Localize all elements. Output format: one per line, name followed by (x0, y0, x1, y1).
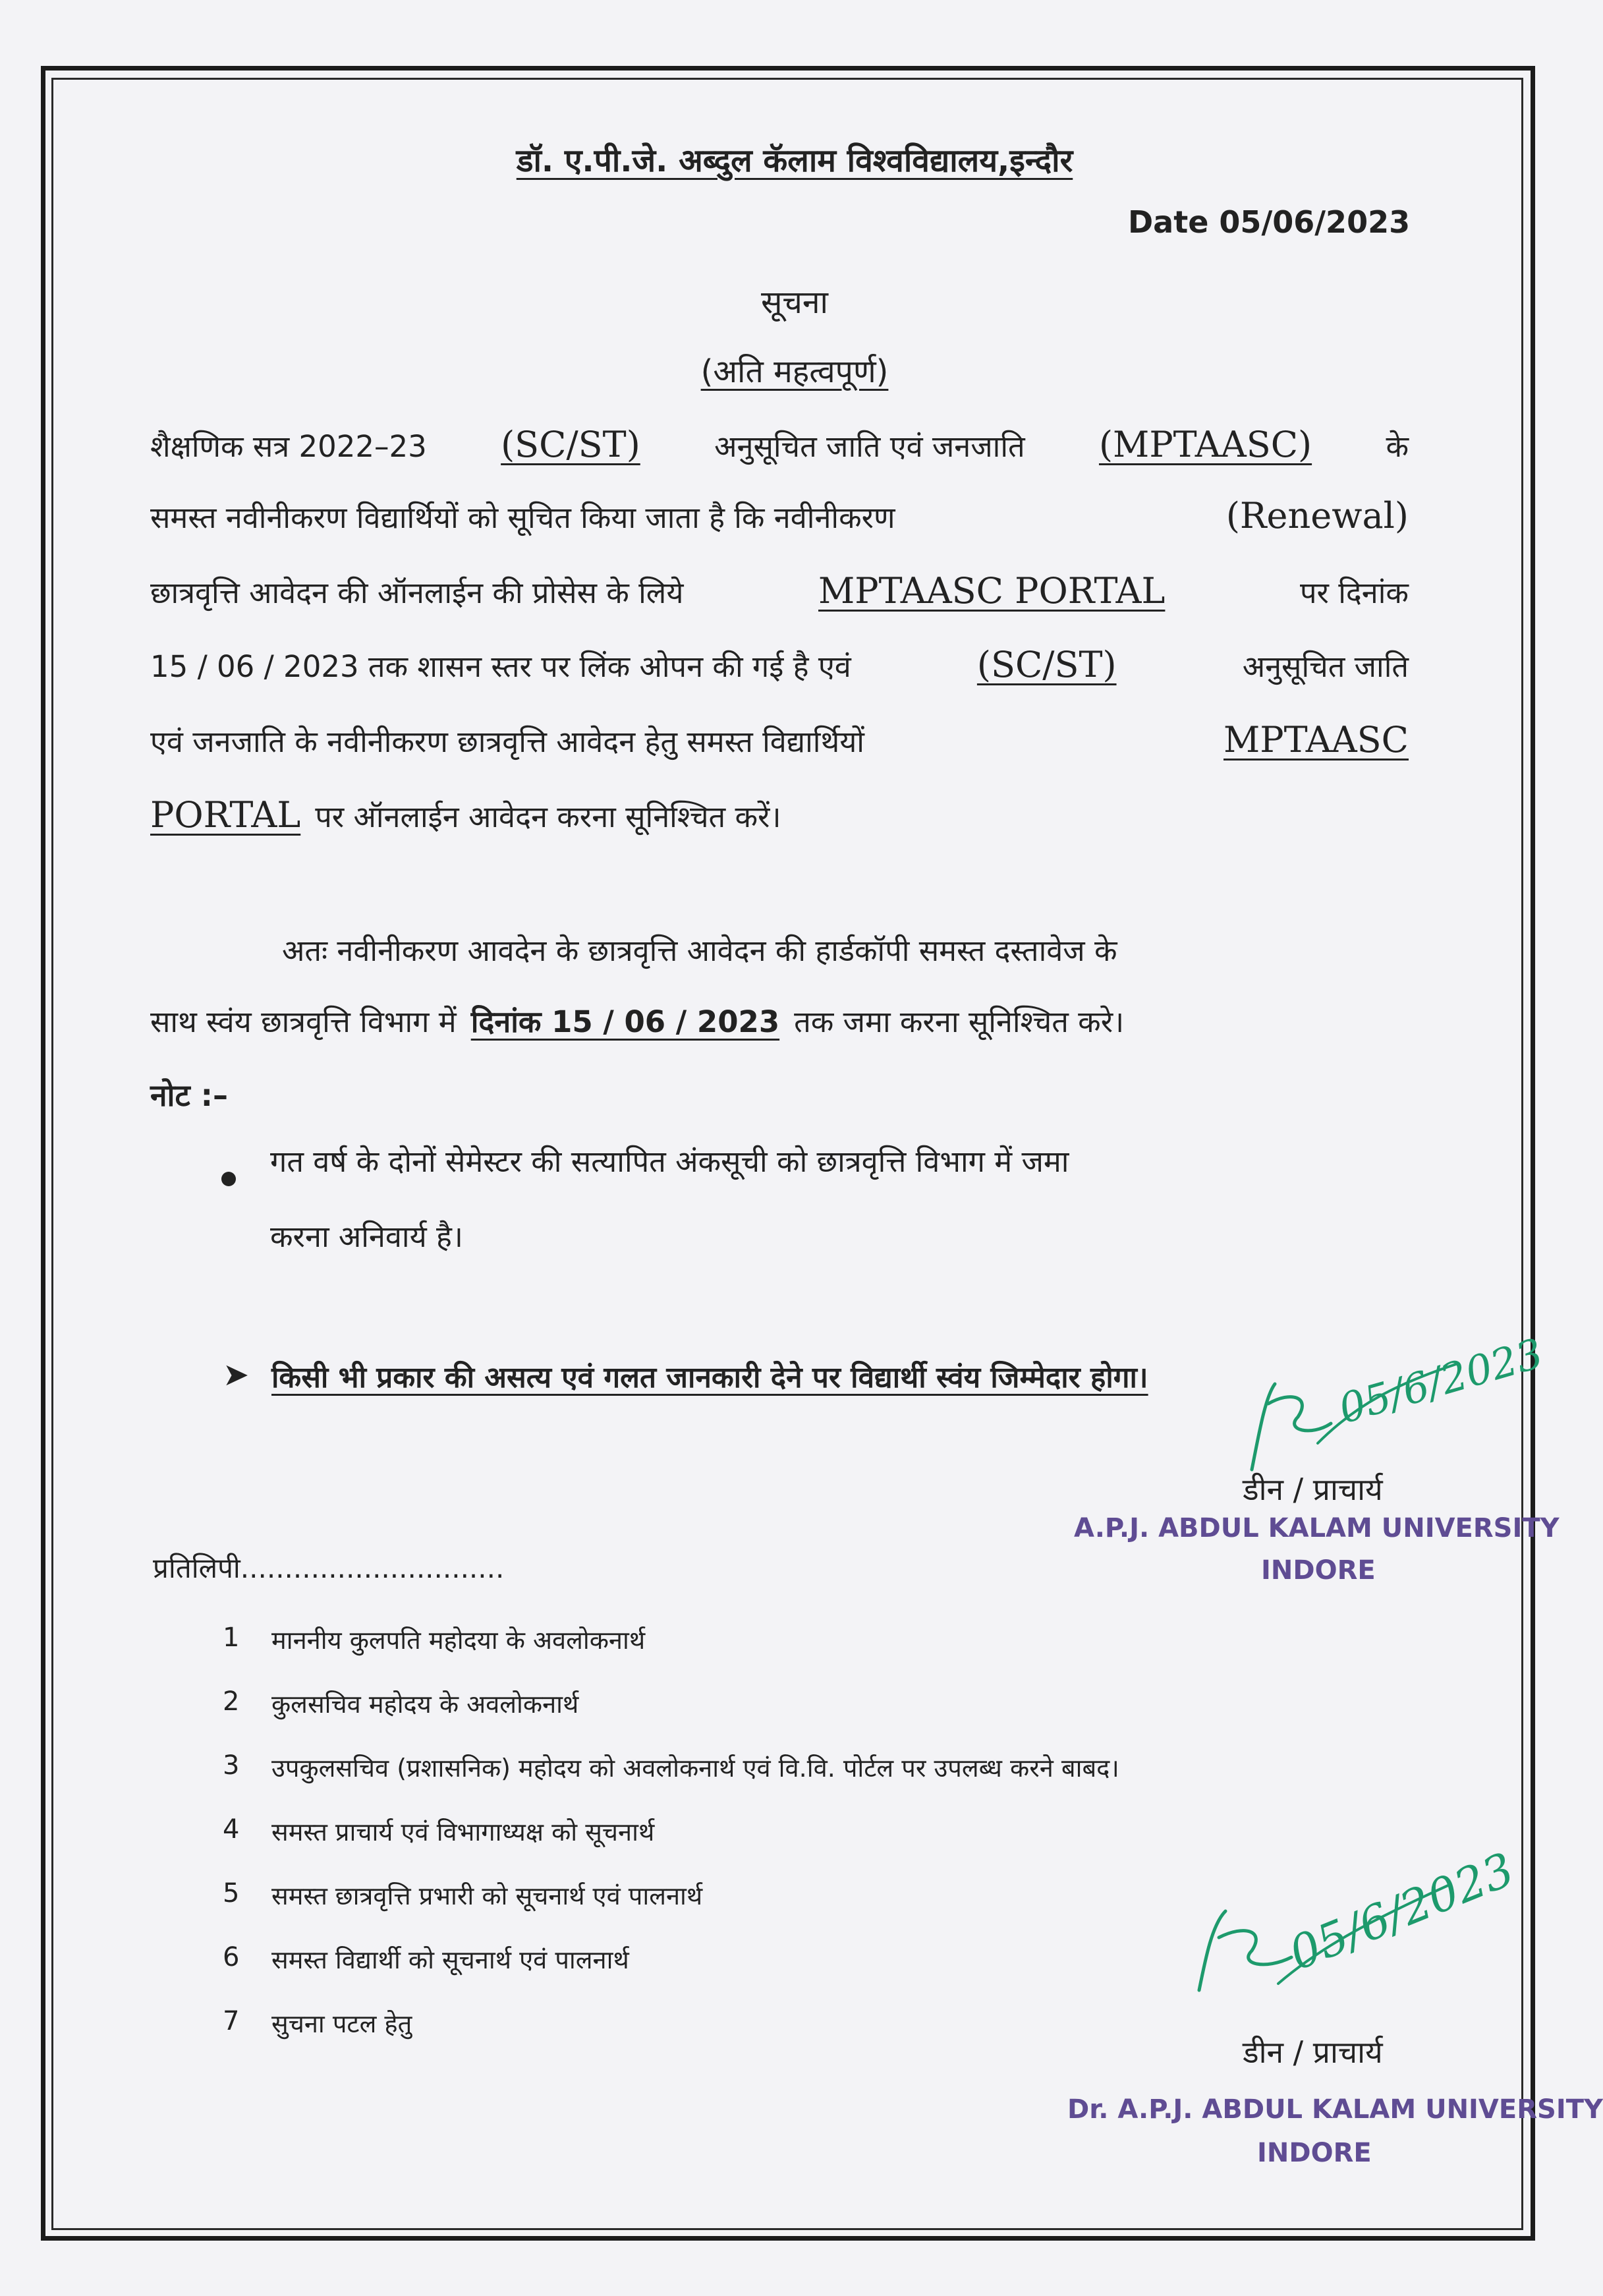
signature-2 (1186, 1842, 1522, 2056)
copy-item-text: समस्त प्राचार्य एवं विभागाध्यक्ष को सूचनार्थ (271, 1818, 655, 1847)
signatory-title-1: डीन / प्राचार्य (1243, 1472, 1383, 1507)
copy-item-number: 4 (223, 1814, 240, 1845)
signature-1 (1239, 1329, 1548, 1489)
notice-date: Date 05/06/2023 (1128, 204, 1411, 240)
copy-item-number: 7 (223, 2006, 240, 2036)
para1-line4: 15 / 06 / 2023 तक शासन स्तर पर लिंक ओपन की गई है एवं (SC/ST) अनुसूचित जाति (150, 644, 1409, 685)
warning-text: किसी भी प्रकार की असत्य एवं गलत जानकारी देने पर विद्यार्थी स्वंय जिम्मेदार होगा। (271, 1361, 1148, 1394)
university-stamp-2-line2: INDORE (1257, 2138, 1372, 2168)
signatory-title-2: डीन / प्राचार्य (1243, 2034, 1383, 2070)
notice-heading: सूचना (760, 284, 828, 321)
copy-item-number: 3 (223, 1750, 240, 1781)
copy-item-number: 1 (223, 1622, 240, 1653)
university-letterhead: डॉ. ए.पी.जे. अब्दुल कॅलाम विश्वविद्यालय,इन्दौर (516, 142, 1073, 179)
copy-to-label: प्रतिलिपी.............................. (153, 1552, 505, 1584)
para2-line2: साथ स्वंय छात्रवृत्ति विभाग में दिनांक 15 / 06 / 2023 तक जमा करना सूनिश्चित करे। (150, 1004, 1125, 1039)
copy-item-text: माननीय कुलपति महोदया के अवलोकनार्थ (271, 1626, 646, 1655)
copy-item-text: सुचना पटल हेतु (271, 2009, 412, 2038)
note-bullet-line1: गत वर्ष के दोनों सेमेस्टर की सत्यापित अंकसूची को छात्रवृत्ति विभाग में जमा (270, 1144, 1069, 1179)
arrow-icon: ➤ (223, 1356, 250, 1393)
university-stamp-1-line2: INDORE (1261, 1555, 1376, 1586)
para2-line1: अतः नवीनीकरण आवदेन के छात्रवृत्ति आवेदन की हार्डकॉपी समस्त दस्तावेज के (282, 933, 1117, 968)
signature-1-date: 05/6/2023 (1334, 1329, 1548, 1433)
para1-line3: छात्रवृत्ति आवेदन की ऑनलाईन की प्रोसेस के लिये MPTAASC PORTAL पर दिनांक (150, 570, 1409, 612)
note-label: नोट :– (150, 1077, 229, 1113)
para1-line5: एवं जनजाति के नवीनीकरण छात्रवृत्ति आवेदन हेतु समस्त विद्यार्थियों MPTAASC (150, 719, 1409, 761)
signature-2-date: 05/6/2023 (1281, 1842, 1522, 1981)
university-stamp-2-line1: Dr. A.P.J. ABDUL KALAM UNIVERSITY (1067, 2094, 1603, 2125)
copy-item-text: उपकुलसचिव (प्रशासनिक) महोदय को अवलोकनार्थ एवं वि.वि. पोर्टल पर उपलब्ध करने बाबद। (271, 1754, 1119, 1783)
copy-item-number: 6 (223, 1942, 240, 1972)
note-bullet-line2: करना अनिवार्य है। (270, 1219, 463, 1254)
notice-subheading: (अति महत्वपूर्ण) (700, 353, 889, 390)
university-stamp-1-line1: A.P.J. ABDUL KALAM UNIVERSITY (1074, 1513, 1560, 1543)
copy-item-text: समस्त विद्यार्थी को सूचनार्थ एवं पालनार्थ (271, 1945, 629, 1974)
para1-line6: PORTAL पर ऑनलाईन आवेदन करना सूनिश्चित करें। (150, 794, 781, 836)
copy-item-number: 2 (223, 1686, 240, 1717)
copy-item-number: 5 (223, 1878, 240, 1909)
copy-item-text: समस्त छात्रवृत्ति प्रभारी को सूचनार्थ एवं पालनार्थ (271, 1881, 703, 1910)
bullet-icon (221, 1172, 236, 1186)
para1-line2: समस्त नवीनीकरण विद्यार्थियों को सूचित किया जाता है कि नवीनीकरण (Renewal) (150, 495, 1409, 536)
para1-line1: शैक्षणिक सत्र 2022–23 (SC/ST) अनुसूचित जाति एवं जनजाति (MPTAASC) के (150, 424, 1409, 465)
copy-item-text: कुलसचिव महोदय के अवलोकनार्थ (271, 1690, 579, 1719)
